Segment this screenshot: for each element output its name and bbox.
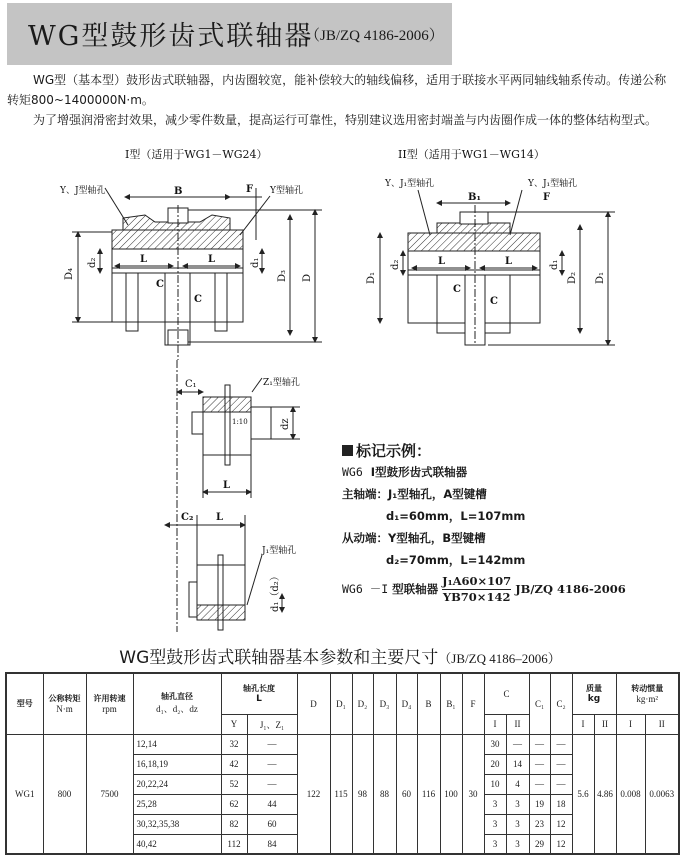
cell-C-II: 4 — [506, 774, 529, 794]
table-body — [6, 734, 679, 854]
cell-C1: — — [529, 754, 550, 774]
cell-C-II: 3 — [506, 814, 529, 834]
example-line4: 从动端：Y型轴孔，B型键槽 — [342, 531, 486, 545]
cell-C-I: 3 — [484, 834, 506, 854]
cell-D4: 60 — [396, 734, 417, 854]
example-line2: 主轴端：J₁型轴孔，A型键槽 — [342, 487, 487, 501]
header-J1Z1: J₁、Z₁ — [247, 714, 297, 734]
cell-C-I: 3 — [484, 814, 506, 834]
example-line6-text: 型联轴器 — [392, 582, 439, 596]
cell-length-Y: 42 — [221, 754, 247, 774]
cell-length-J1Z1: 44 — [247, 794, 297, 814]
header-inertia: 转动惯量 kg·m² — [616, 673, 679, 714]
type1-dim-L-left: L — [140, 254, 148, 265]
type1-dim-d1: d₁ — [250, 257, 261, 268]
type2-dim-D1-right: D₁ — [595, 271, 606, 284]
header-mass-I: I — [572, 714, 594, 734]
cell-bore-diameter: 12,14 — [133, 734, 221, 754]
cell-C1: 19 — [529, 794, 550, 814]
type2-dim-d1: d₁ — [549, 259, 560, 270]
cell-C2: — — [550, 734, 572, 754]
detail-dim-d1-d2: d₁（d₂） — [270, 571, 281, 612]
cell-C1: 29 — [529, 834, 550, 854]
header-B: B — [417, 673, 440, 734]
cell-length-J1Z1: — — [247, 754, 297, 774]
header-D3: D₃ — [373, 673, 396, 734]
cell-bore-diameter: 30,32,35,38 — [133, 814, 221, 834]
cell-speed: 7500 — [86, 734, 133, 854]
intro-paragraph-2: 为了增强润滑密封效果，减少零件数量，提高运行可靠性，特别建议选用密封端盖与内齿圈作成一体的整体结构型式。 — [33, 113, 658, 127]
cell-C-I: 3 — [484, 794, 506, 814]
example-code: WG6 — [342, 465, 363, 479]
example-line1: I型鼓形齿式联轴器 — [370, 465, 468, 479]
fraction-top: J₁A60×107 — [442, 574, 512, 588]
type2-coupling-drawing — [380, 190, 615, 345]
parameters-table — [5, 672, 680, 855]
type1-bore-left-label: Y、J型轴孔 — [60, 186, 106, 196]
cell-D1: 115 — [330, 734, 352, 854]
detail-j1-bore-label: J₁型轴孔 — [262, 546, 297, 556]
cell-length-J1Z1: — — [247, 734, 297, 754]
cell-model: WG1 — [6, 734, 43, 854]
header-C2: C₂ — [550, 673, 572, 734]
type2-dim-L-left: L — [438, 256, 446, 267]
marking-example — [342, 440, 662, 607]
cell-B: 116 — [417, 734, 440, 854]
page-title: WG型鼓形齿式联轴器 — [28, 21, 314, 52]
cell-C2: 12 — [550, 834, 572, 854]
cell-bore-diameter: 25,28 — [133, 794, 221, 814]
type2-caption: II型（适用于WG1－WG14） — [398, 148, 545, 161]
detail-dim-L-top: L — [223, 480, 231, 491]
cell-length-Y: 112 — [221, 834, 247, 854]
header-D1: D₁ — [330, 673, 352, 734]
type1-caption: I型（适用于WG1－WG24） — [125, 148, 268, 161]
type2-dim-L-right: L — [505, 256, 513, 267]
type2-dim-F: F — [543, 192, 551, 203]
cell-bore-diameter: 40,42 — [133, 834, 221, 854]
type1-dim-F: F — [246, 184, 254, 195]
table-row — [6, 734, 679, 754]
type1-dim-D4: D₄ — [64, 267, 75, 280]
type2-dim-C-top: C — [453, 284, 461, 295]
cell-mass-I: 5.6 — [572, 734, 594, 854]
header-D4: D₄ — [396, 673, 417, 734]
header-B1: B₁ — [440, 673, 462, 734]
header-inertia-II: II — [645, 714, 679, 734]
type2-dim-d2: d₂ — [390, 259, 401, 270]
cell-length-J1Z1: 84 — [247, 834, 297, 854]
cell-C2: 12 — [550, 814, 572, 834]
cell-bore-diameter: 20,22,24 — [133, 774, 221, 794]
cell-length-Y: 32 — [221, 734, 247, 754]
header-model: 型号 — [6, 673, 43, 734]
cell-C-I: 10 — [484, 774, 506, 794]
header-C: C — [484, 673, 529, 714]
cell-C1: 23 — [529, 814, 550, 834]
header-torque: 公称转矩 N·m — [43, 673, 86, 734]
cell-mass-II: 4.86 — [594, 734, 616, 854]
header-C1: C₁ — [529, 673, 550, 734]
header-D: D — [297, 673, 330, 734]
header-mass: 质量 kg — [572, 673, 616, 714]
type2-bore-right-label: Y、J₁型轴孔 — [528, 179, 578, 189]
cell-C-II: 3 — [506, 834, 529, 854]
cell-F: 30 — [462, 734, 484, 854]
square-bullet-icon — [342, 445, 353, 456]
header-F: F — [462, 673, 484, 734]
header-C-I: I — [484, 714, 506, 734]
title-standard: （JB/ZQ 4186-2006） — [305, 28, 444, 44]
cell-C-II: — — [506, 734, 529, 754]
detail-taper-label: 1:10 — [232, 418, 248, 426]
type1-bore-right-label: Y型轴孔 — [270, 186, 303, 196]
detail-dim-dz: dz — [280, 418, 291, 430]
cell-length-J1Z1: — — [247, 774, 297, 794]
header-bore-diameter: 轴孔直径 d₁、d₂、dz — [133, 673, 221, 734]
detail-z1-bore-label: Z₁型轴孔 — [263, 378, 300, 388]
type1-dim-C-top: C — [156, 279, 164, 290]
type1-dim-d2: d₂ — [87, 257, 98, 268]
cell-D2: 98 — [352, 734, 373, 854]
type1-dim-C-bottom: C — [194, 294, 202, 305]
detail-dim-C1: C₁ — [185, 379, 197, 390]
cell-C2: 18 — [550, 794, 572, 814]
cell-inertia-I: 0.008 — [616, 734, 645, 854]
header-C-II: II — [506, 714, 529, 734]
type1-dim-L-right: L — [208, 254, 216, 265]
cell-C2: — — [550, 774, 572, 794]
cell-bore-diameter: 16,18,19 — [133, 754, 221, 774]
cell-D: 122 — [297, 734, 330, 854]
example-line3: d₁=60mm，L=107mm — [386, 509, 526, 523]
example-heading — [342, 440, 662, 461]
cell-D3: 88 — [373, 734, 396, 854]
type2-dim-B1: B₁ — [468, 192, 481, 203]
cell-length-J1Z1: 60 — [247, 814, 297, 834]
header-bore-length: 轴孔长度 L — [221, 673, 297, 714]
example-line6-standard: JB/ZQ 4186-2006 — [515, 582, 626, 596]
detail-dim-L-bottom: L — [216, 512, 224, 523]
header-D2: D₂ — [352, 673, 373, 734]
type2-dim-D1-left: D₁ — [366, 271, 377, 284]
type1-dim-D: D — [302, 273, 313, 282]
example-line5: d₂=70mm，L=142mm — [386, 553, 526, 567]
header-Y: Y — [221, 714, 247, 734]
table-title-text: WG型鼓形齿式联轴器基本参数和主要尺寸 — [119, 648, 439, 668]
cell-C-I: 30 — [484, 734, 506, 754]
fraction-bottom: YB70×142 — [442, 590, 511, 604]
cell-C-I: 20 — [484, 754, 506, 774]
cell-length-Y: 62 — [221, 794, 247, 814]
type1-dim-B: B — [174, 186, 183, 197]
cell-length-Y: 52 — [221, 774, 247, 794]
table-title-standard: （JB/ZQ 4186–2006） — [438, 651, 561, 666]
cell-length-Y: 82 — [221, 814, 247, 834]
table-title — [0, 643, 680, 668]
cell-B1: 100 — [440, 734, 462, 854]
cell-C1: — — [529, 734, 550, 754]
cell-torque: 800 — [43, 734, 86, 854]
cell-C2: — — [550, 754, 572, 774]
example-fraction — [442, 574, 511, 605]
example-line6-code: WG6 －I — [342, 582, 389, 596]
example-heading-text: 标记示例： — [356, 442, 432, 460]
header-speed: 许用转速 rpm — [86, 673, 133, 734]
type2-dim-D2: D₂ — [567, 271, 578, 284]
header-inertia-I: I — [616, 714, 645, 734]
cell-inertia-II: 0.0063 — [645, 734, 679, 854]
type2-bore-left-label: Y、J₁型轴孔 — [385, 179, 435, 189]
cell-C-II: 14 — [506, 754, 529, 774]
detail-dim-C2: C₂ — [181, 512, 194, 523]
type2-dim-C-bottom: C — [490, 296, 498, 307]
cell-C-II: 3 — [506, 794, 529, 814]
type1-dim-D3: D₃ — [277, 269, 288, 282]
intro-paragraph-1: WG型（基本型）鼓形齿式联轴器，内齿圈较宽，能补偿较大的轴线偏移，适用于联接水平两同轴线轴系传动。传递公称转矩800~1400000N·m。 — [7, 73, 667, 107]
header-mass-II: II — [594, 714, 616, 734]
cell-C1: — — [529, 774, 550, 794]
